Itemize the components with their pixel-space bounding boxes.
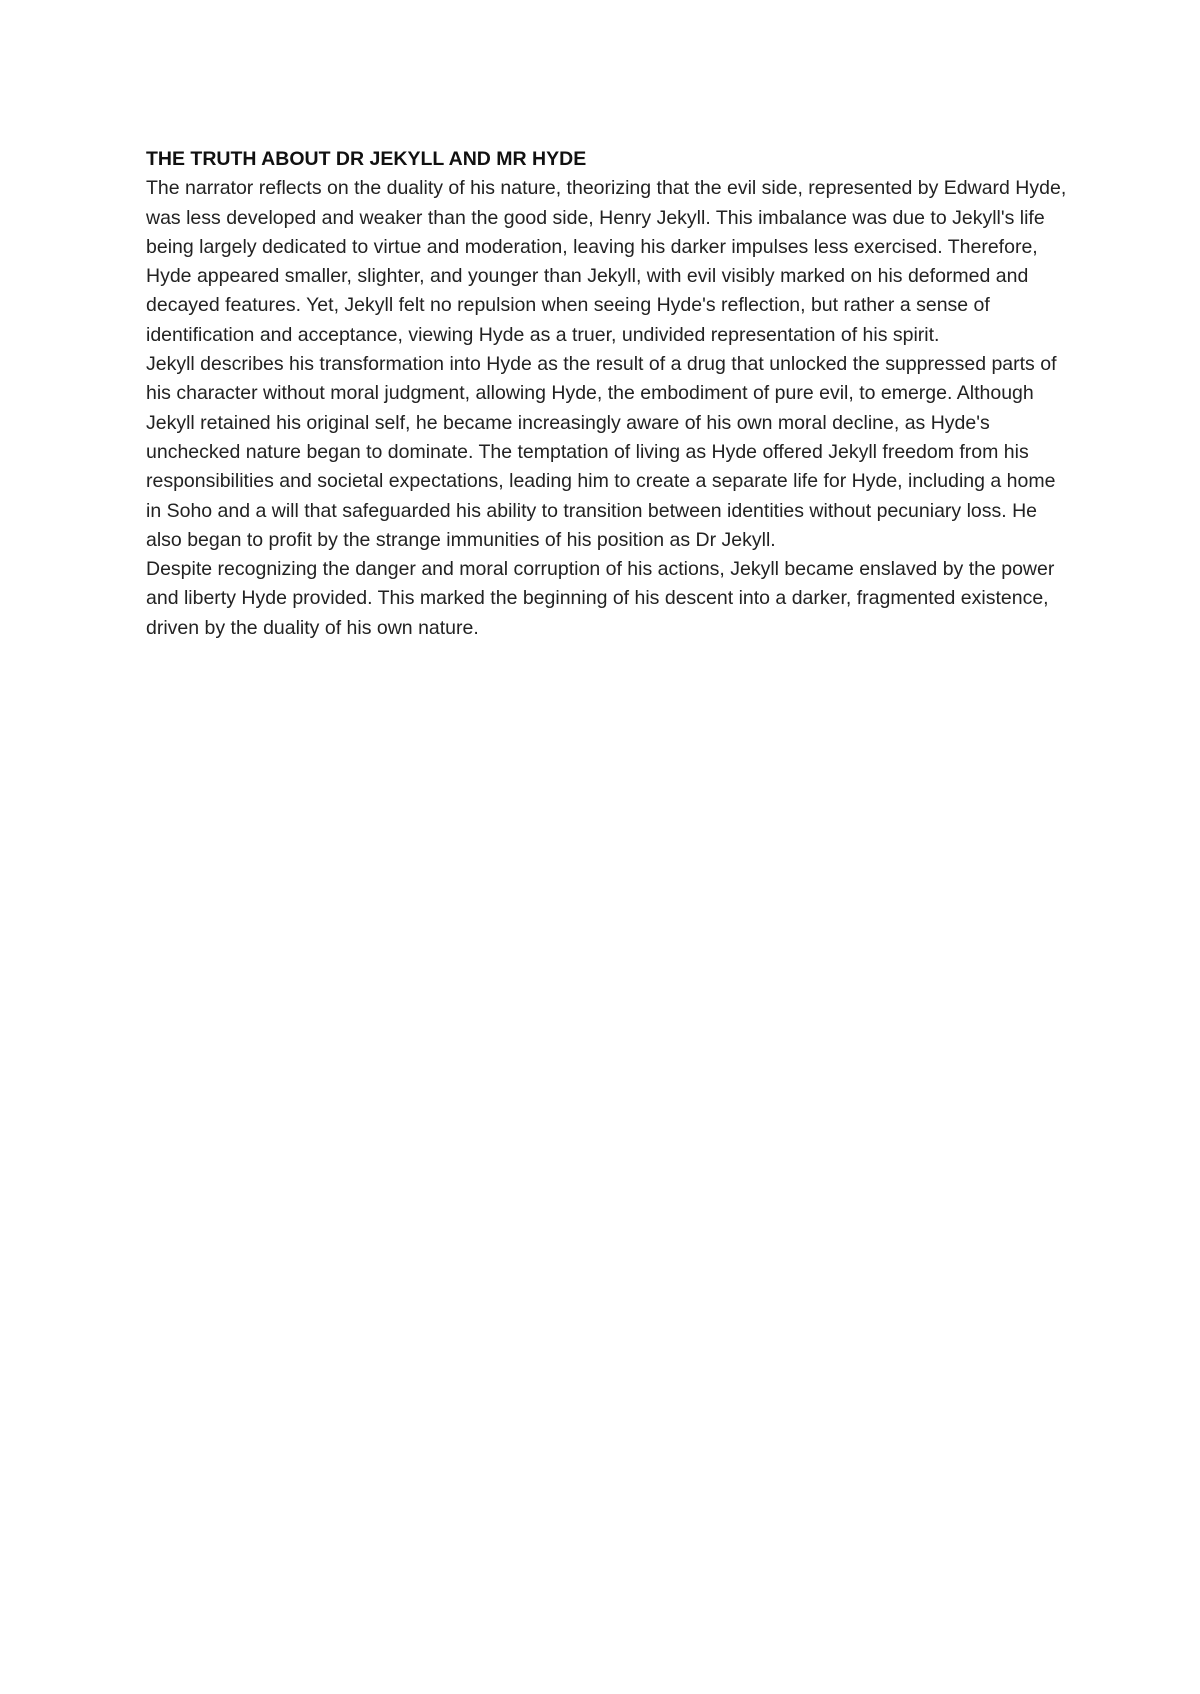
document-title: THE TRUTH ABOUT DR JEKYLL AND MR HYDE: [146, 148, 587, 170]
paragraph-3: Despite recognizing the danger and moral corruption of his actions, Jekyll became enslaved by the power and liberty Hyde provided. This marked the beginning of his descent into a darker, fragmented existence, driven by the duality of his own nature.: [146, 558, 1055, 639]
paragraph-1: The narrator reflects on the duality of his nature, theorizing that the evil side, represented by Edward Hyde, was less developed and weaker than the good side, Henry Jekyll. This imbalance was due to Jekyll's life being largely dedicated to virtue and moderation, leaving his darker impulses less exercised. Therefore, Hyde appeared smaller, slighter, and younger than Jekyll, with evil visibly marked on his deformed and decayed features. Yet, Jekyll felt no repulsion when seeing Hyde's reflection, but rather a sense of identification and acceptance, viewing Hyde as a truer, undivided representation of his spirit.: [146, 177, 1067, 346]
document-body: [146, 145, 1076, 643]
paragraph-2: Jekyll describes his transformation into Hyde as the result of a drug that unlocked the suppressed parts of his character without moral judgment, allowing Hyde, the embodiment of pure evil, to emerge. Although Jekyll retained his original self, he became increasingly aware of his own moral decline, as Hyde's unchecked nature began to dominate. The temptation of living as Hyde offered Jekyll freedom from his responsibilities and societal expectations, leading him to create a separate life for Hyde, including a home in Soho and a will that safeguarded his ability to transition between identities without pecuniary loss. He also began to profit by the strange immunities of his position as Dr Jekyll.: [146, 353, 1057, 551]
